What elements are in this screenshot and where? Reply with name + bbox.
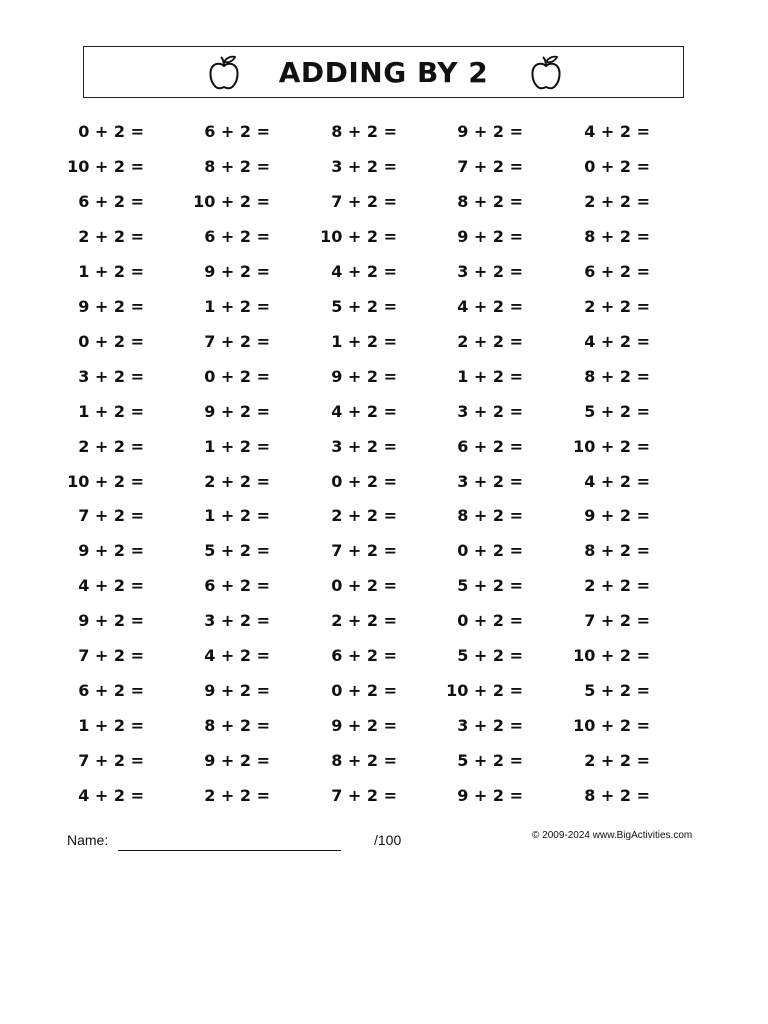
math-problem: 3 + 2 = bbox=[331, 156, 397, 176]
math-problem: 9 + 2 = bbox=[584, 506, 650, 526]
math-problem: 8 + 2 = bbox=[204, 156, 270, 176]
math-problem: 9 + 2 = bbox=[457, 786, 523, 806]
math-problem: 6 + 2 = bbox=[584, 261, 650, 281]
math-problem: 8 + 2 = bbox=[204, 716, 270, 736]
math-problem: 0 + 2 = bbox=[331, 681, 397, 701]
math-problem: 1 + 2 = bbox=[78, 401, 144, 421]
math-problem: 0 + 2 = bbox=[331, 576, 397, 596]
math-problem: 7 + 2 = bbox=[78, 751, 144, 771]
math-problem: 0 + 2 = bbox=[457, 541, 523, 561]
math-problem: 2 + 2 = bbox=[584, 296, 650, 316]
math-problem: 5 + 2 = bbox=[584, 401, 650, 421]
math-problem: 10 + 2 = bbox=[320, 226, 397, 246]
math-problem: 4 + 2 = bbox=[331, 401, 397, 421]
math-problem: 2 + 2 = bbox=[204, 786, 270, 806]
math-problem: 8 + 2 = bbox=[584, 541, 650, 561]
math-problem: 2 + 2 = bbox=[331, 506, 397, 526]
math-problem: 5 + 2 = bbox=[457, 576, 523, 596]
math-problem: 7 + 2 = bbox=[78, 646, 144, 666]
math-problem: 7 + 2 = bbox=[78, 506, 144, 526]
math-problem: 4 + 2 = bbox=[78, 786, 144, 806]
copyright-text: © 2009-2024 www.BigActivities.com bbox=[532, 830, 693, 841]
math-problem: 9 + 2 = bbox=[331, 716, 397, 736]
math-problem: 0 + 2 = bbox=[204, 366, 270, 386]
math-problem: 4 + 2 = bbox=[584, 331, 650, 351]
math-problem: 5 + 2 = bbox=[204, 541, 270, 561]
math-problem: 6 + 2 = bbox=[78, 681, 144, 701]
math-problem: 3 + 2 = bbox=[457, 716, 523, 736]
math-problem: 2 + 2 = bbox=[78, 436, 144, 456]
math-problem: 2 + 2 = bbox=[331, 611, 397, 631]
math-problem: 3 + 2 = bbox=[457, 261, 523, 281]
math-problem: 10 + 2 = bbox=[193, 191, 270, 211]
math-problem: 7 + 2 = bbox=[204, 331, 270, 351]
math-problem: 3 + 2 = bbox=[78, 366, 144, 386]
math-problem: 9 + 2 = bbox=[78, 296, 144, 316]
math-problem: 5 + 2 = bbox=[457, 646, 523, 666]
math-problem: 3 + 2 = bbox=[331, 436, 397, 456]
math-problem: 2 + 2 = bbox=[204, 471, 270, 491]
math-problem: 6 + 2 = bbox=[78, 191, 144, 211]
math-problem: 5 + 2 = bbox=[584, 681, 650, 701]
math-problem: 8 + 2 = bbox=[457, 506, 523, 526]
math-problem: 1 + 2 = bbox=[204, 296, 270, 316]
math-problem: 1 + 2 = bbox=[204, 436, 270, 456]
math-problem: 8 + 2 = bbox=[584, 226, 650, 246]
math-problem: 6 + 2 = bbox=[204, 122, 270, 141]
math-problem: 4 + 2 = bbox=[584, 471, 650, 491]
math-problem: 8 + 2 = bbox=[584, 366, 650, 386]
problem-grid bbox=[0, 118, 768, 818]
math-problem: 4 + 2 = bbox=[331, 261, 397, 281]
math-problem: 7 + 2 = bbox=[331, 191, 397, 211]
math-problem: 10 + 2 = bbox=[67, 156, 144, 176]
page-title: ADDING BY 2 bbox=[278, 56, 489, 89]
math-problem: 2 + 2 = bbox=[584, 191, 650, 211]
math-problem: 1 + 2 = bbox=[78, 716, 144, 736]
math-problem: 10 + 2 = bbox=[446, 681, 523, 701]
math-problem: 8 + 2 = bbox=[331, 122, 397, 141]
math-problem: 10 + 2 = bbox=[573, 716, 650, 736]
math-problem: 0 + 2 = bbox=[78, 331, 144, 351]
math-problem: 10 + 2 = bbox=[67, 471, 144, 491]
math-problem: 0 + 2 = bbox=[78, 122, 144, 141]
math-problem: 10 + 2 = bbox=[573, 436, 650, 456]
math-problem: 1 + 2 = bbox=[331, 331, 397, 351]
math-problem: 9 + 2 = bbox=[204, 681, 270, 701]
math-problem: 6 + 2 = bbox=[457, 436, 523, 456]
math-problem: 3 + 2 = bbox=[457, 471, 523, 491]
math-problem: 9 + 2 = bbox=[204, 401, 270, 421]
math-problem: 4 + 2 = bbox=[78, 576, 144, 596]
math-problem: 5 + 2 = bbox=[331, 296, 397, 316]
math-problem: 8 + 2 = bbox=[331, 751, 397, 771]
math-problem: 9 + 2 = bbox=[78, 611, 144, 631]
name-label: Name: bbox=[67, 832, 109, 848]
math-problem: 1 + 2 = bbox=[78, 261, 144, 281]
math-problem: 2 + 2 = bbox=[78, 226, 144, 246]
math-problem: 8 + 2 = bbox=[457, 191, 523, 211]
math-problem: 7 + 2 = bbox=[584, 611, 650, 631]
math-problem: 9 + 2 = bbox=[457, 122, 523, 141]
math-problem: 9 + 2 = bbox=[457, 226, 523, 246]
math-problem: 0 + 2 = bbox=[584, 156, 650, 176]
math-problem: 5 + 2 = bbox=[457, 751, 523, 771]
math-problem: 9 + 2 = bbox=[331, 366, 397, 386]
math-problem: 7 + 2 = bbox=[457, 156, 523, 176]
apple-icon bbox=[529, 54, 563, 92]
math-problem: 3 + 2 = bbox=[204, 611, 270, 631]
math-problem: 6 + 2 = bbox=[331, 646, 397, 666]
math-problem: 2 + 2 = bbox=[584, 576, 650, 596]
math-problem: 7 + 2 = bbox=[331, 786, 397, 806]
math-problem: 4 + 2 = bbox=[457, 296, 523, 316]
score-total: /100 bbox=[374, 832, 402, 848]
math-problem: 7 + 2 = bbox=[331, 541, 397, 561]
name-input-line[interactable] bbox=[118, 850, 341, 851]
math-problem: 10 + 2 = bbox=[573, 646, 650, 666]
math-problem: 3 + 2 = bbox=[457, 401, 523, 421]
title-box bbox=[83, 46, 684, 98]
math-problem: 0 + 2 = bbox=[457, 611, 523, 631]
math-problem: 9 + 2 = bbox=[204, 261, 270, 281]
math-problem: 9 + 2 = bbox=[78, 541, 144, 561]
math-problem: 1 + 2 = bbox=[204, 506, 270, 526]
math-problem: 8 + 2 = bbox=[584, 786, 650, 806]
math-problem: 6 + 2 = bbox=[204, 576, 270, 596]
math-problem: 0 + 2 = bbox=[331, 471, 397, 491]
math-problem: 1 + 2 = bbox=[457, 366, 523, 386]
math-problem: 2 + 2 = bbox=[584, 751, 650, 771]
math-problem: 4 + 2 = bbox=[584, 122, 650, 141]
math-problem: 9 + 2 = bbox=[204, 751, 270, 771]
math-problem: 6 + 2 = bbox=[204, 226, 270, 246]
math-problem: 2 + 2 = bbox=[457, 331, 523, 351]
math-problem: 4 + 2 = bbox=[204, 646, 270, 666]
